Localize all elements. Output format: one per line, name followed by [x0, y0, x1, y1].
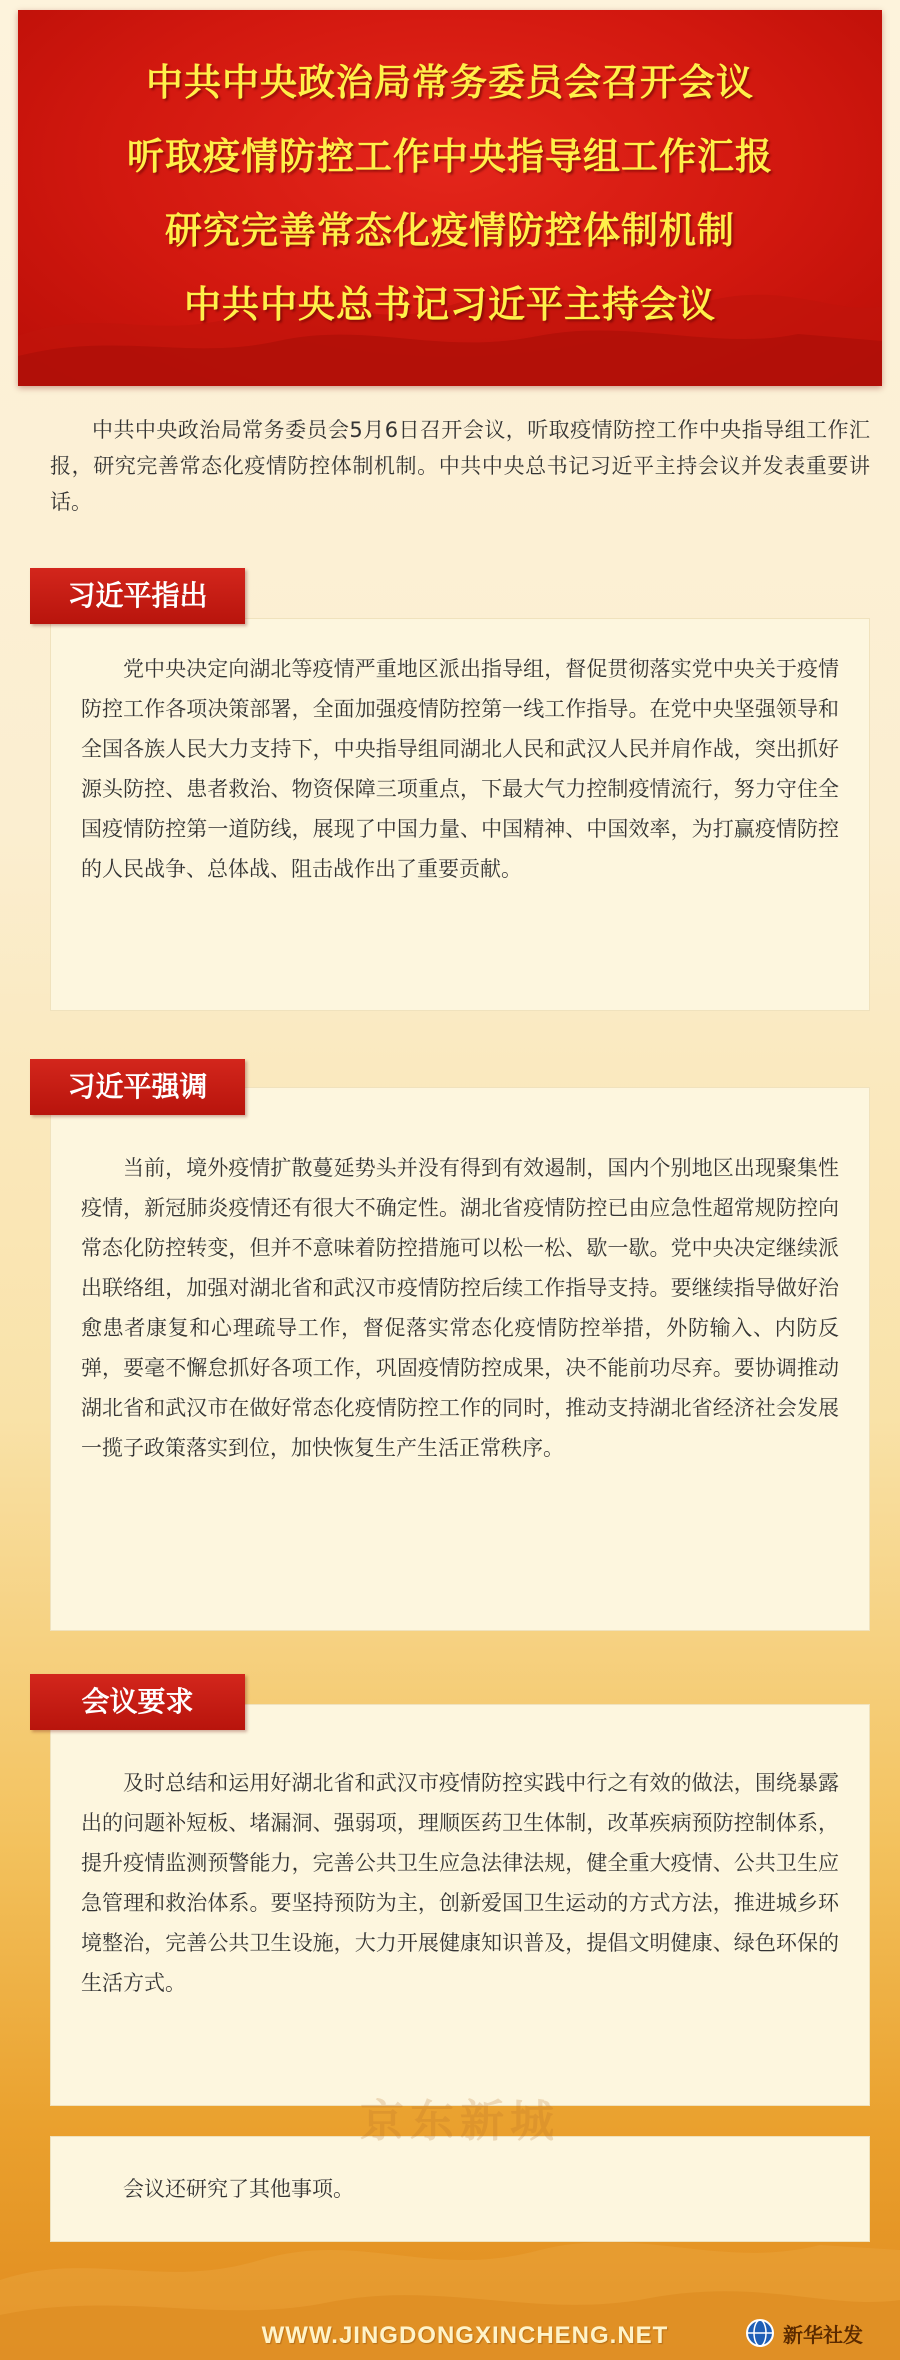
- section-text-zhichu: 党中央决定向湖北等疫情严重地区派出指导组，督促贯彻落实党中央关于疫情防控工作各项决策部署，全面加强疫情防控第一线工作指导。在党中央坚强领导和全国各族人民大力支持下，中央指导组同湖北人民和武汉人民并肩作战，突出抓好源头防控、患者救治、物资保障三项重点，下最大气力控制疫情流行，努力守住全国疫情防控第一道防线，展现了中国力量、中国精神、中国效率，为打赢疫情防控的人民战争、总体战、阻击战作出了重要贡献。: [81, 657, 839, 881]
- section-tag-yaoqiu: 会议要求: [30, 1674, 245, 1730]
- headline-line-3: 研究完善常态化疫情防控体制机制: [165, 209, 735, 252]
- agency-label: 新华社发: [783, 2322, 863, 2347]
- watermark-text: 京东新城: [360, 2096, 560, 2147]
- headline-line-2: 听取疫情防控工作中央指导组工作汇报: [127, 135, 773, 178]
- section-tag-zhichu: 习近平指出: [30, 568, 245, 624]
- section-panel-qiangdiao: [50, 1087, 870, 1631]
- headline-line-4: 中共中央总书记习近平主持会议: [184, 283, 716, 326]
- header-banner: [18, 10, 882, 386]
- headline-line-1: 中共中央政治局常务委员会召开会议: [146, 61, 754, 104]
- section-text-yaoqiu: 及时总结和运用好湖北省和武汉市疫情防控实践中行之有效的做法，围绕暴露出的问题补短板、堵漏洞、强弱项，理顺医药卫生体制，改革疾病预防控制体系，提升疫情监测预警能力，完善公共卫生应急法律法规，健全重大疫情、公共卫生应急管理和救治体系。要坚持预防为主，创新爱国卫生运动的方式方法，推进城乡环境整治，完善公共卫生设施，大力开展健康知识普及，提倡文明健康、绿色环保的生活方式。: [81, 1771, 839, 1995]
- xinhua-credit: [745, 2316, 863, 2350]
- footer-url: WWW.JINGDONGXINCHENG.NET: [261, 2322, 669, 2349]
- globe-icon: [745, 2318, 775, 2348]
- intro-paragraph: 中共中央政治局常务委员会5月6日召开会议，听取疫情防控工作中央指导组工作汇报，研究完善常态化疫情防控体制机制。中共中央总书记习近平主持会议并发表重要讲话。: [50, 418, 870, 514]
- section-panel-yaoqiu: [50, 1704, 870, 2106]
- section-panel-zhichu: [50, 618, 870, 1011]
- section-text-qiangdiao: 当前，境外疫情扩散蔓延势头并没有得到有效遏制，国内个别地区出现聚集性疫情，新冠肺炎疫情还有很大不确定性。湖北省疫情防控已由应急性超常规防控向常态化防控转变，但并不意味着防控措施可以松一松、歇一歇。党中央决定继续派出联络组，加强对湖北省和武汉市疫情防控后续工作指导支持。要继续指导做好治愈患者康复和心理疏导工作，督促落实常态化疫情防控举措，外防输入、内防反弹，要毫不懈怠抓好各项工作，巩固疫情防控成果，决不能前功尽弃。要协调推动湖北省和武汉市在做好常态化疫情防控工作的同时，推动支持湖北省经济社会发展一揽子政策落实到位，加快恢复生产生活正常秩序。: [81, 1156, 839, 1460]
- section-tag-qiangdiao: 习近平强调: [30, 1059, 245, 1115]
- closing-text: 会议还研究了其他事项。: [123, 2177, 354, 2201]
